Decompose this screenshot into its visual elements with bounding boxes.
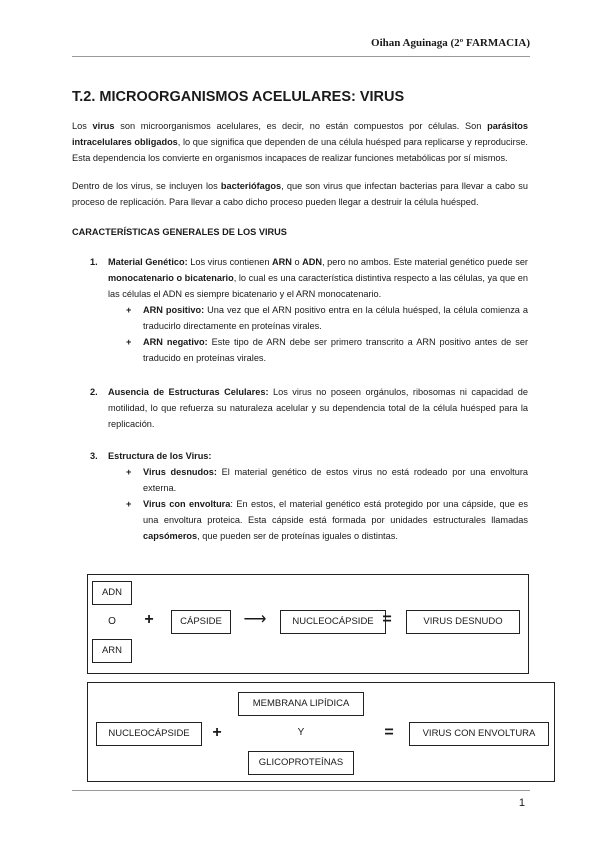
- document-body: [72, 88, 528, 556]
- item-number: 2.: [90, 387, 98, 397]
- adn-box: ADN: [92, 581, 132, 605]
- page-title: T.2. MICROORGANISMOS ACELULARES: VIRUS: [72, 89, 405, 105]
- membrana-box: MEMBRANA LIPÍDICA: [238, 692, 364, 716]
- sub-list-item: + ARN positivo: Una vez que el ARN positivo entra en la célula huésped, la célula comienza a traducirlo directamente en proteínas virales.: [126, 305, 528, 331]
- section-heading: CARACTERÍSTICAS GENERALES DE LOS VIRUS: [72, 227, 287, 237]
- footer-rule: [72, 790, 530, 791]
- and-label: Y: [297, 727, 305, 738]
- list-item: 2. Ausencia de Estructuras Celulares: Los virus no poseen orgánulos, ribosomas ni capacidad de motilidad, lo que refuerza su naturaleza acelular y su dependencia total de la célula huésped para la replicación.: [72, 384, 528, 432]
- equals-sign: =: [384, 724, 394, 741]
- sub-list: [108, 302, 528, 366]
- characteristics-list: [72, 254, 528, 544]
- plus-sign: +: [144, 611, 154, 628]
- nucleocapside-box: NUCLEOCÁPSIDE: [96, 722, 202, 746]
- sub-list: [108, 464, 528, 544]
- intro-paragraph-2: Dentro de los virus, se incluyen los bacteriófagos, que son virus que infectan bacterias para llevar a cabo su proceso de replicación. Para llevar a cabo dicho proceso pueden llegar a destruir la célula huésped.: [72, 181, 528, 207]
- sub-list-item: + ARN negativo: Este tipo de ARN debe ser primero transcrito a ARN positivo antes de ser traducido en proteínas virales.: [126, 337, 529, 363]
- capside-box: CÁPSIDE: [171, 610, 231, 634]
- naked-virus-result-box: VIRUS DESNUDO: [406, 610, 520, 634]
- equals-sign: =: [382, 611, 392, 628]
- glicoproteinas-box: GLICOPROTEÍNAS: [248, 751, 354, 775]
- arrow-icon: ⟶: [243, 611, 267, 628]
- naked-virus-diagram: [87, 574, 529, 674]
- page-number: 1: [518, 797, 525, 809]
- item-number: 3.: [90, 451, 98, 461]
- nucleocapside-box: NUCLEOCÁPSIDE: [280, 610, 386, 634]
- header-author: Oihan Aguinaga (2º FARMACIA): [371, 37, 530, 49]
- arn-box: ARN: [92, 639, 132, 663]
- sub-list-item: + Virus con envoltura: En estos, el material genético está protegido por una cápside, que es una envoltura proteica. Esta cápside está formada por unidades estructurales llamadas capsómeros, que pueden ser de proteínas iguales o distintas.: [126, 499, 528, 541]
- item-number: 1.: [90, 257, 98, 267]
- intro-paragraph-1: Los virus son microorganismos acelulares, es decir, no están compuestos por células. Son parásitos intracelulares obligados, lo que significa que dependen de una célula huésped para replicarse y reproducirse. Esta dependencia los convierte en organismos incapaces de realizar funciones metabólicas por sí mismos.: [72, 121, 528, 163]
- plus-sign: +: [212, 724, 222, 741]
- list-item: 3. Estructura de los Virus: + Virus desnudos: El material genético de estos virus no está rodeado por una envoltura externa. + Virus con envoltura: En estos, el material genético está protegido por una cápside, que es una envoltura proteica. Esta cápside está formada por unidades estructurales llamadas capsómeros, que pueden ser de proteínas iguales o distintas.: [72, 448, 528, 544]
- enveloped-virus-diagram: [87, 682, 555, 782]
- header-rule: [72, 56, 530, 57]
- or-label: O: [108, 616, 116, 627]
- list-item: 1. Material Genético: Los virus contienen ARN o ADN, pero no ambos. Este material genético puede ser monocatenario o bicatenario, lo cual es una característica distintiva respecto a las células, ya que en las células el ADN es siempre bicatenario y el ARN monocatenario. + ARN positivo: Una vez que el ARN positivo entra en la célula huésped, la célula comienza a traducirlo directamente en proteínas virales. + ARN negativo: Este tipo de ARN debe ser primero transcrito a ARN positivo antes de ser traducido en proteínas virales.: [72, 254, 528, 366]
- sub-list-item: + Virus desnudos: El material genético de estos virus no está rodeado por una envoltura externa.: [126, 467, 528, 493]
- enveloped-virus-result-box: VIRUS CON ENVOLTURA: [409, 722, 549, 746]
